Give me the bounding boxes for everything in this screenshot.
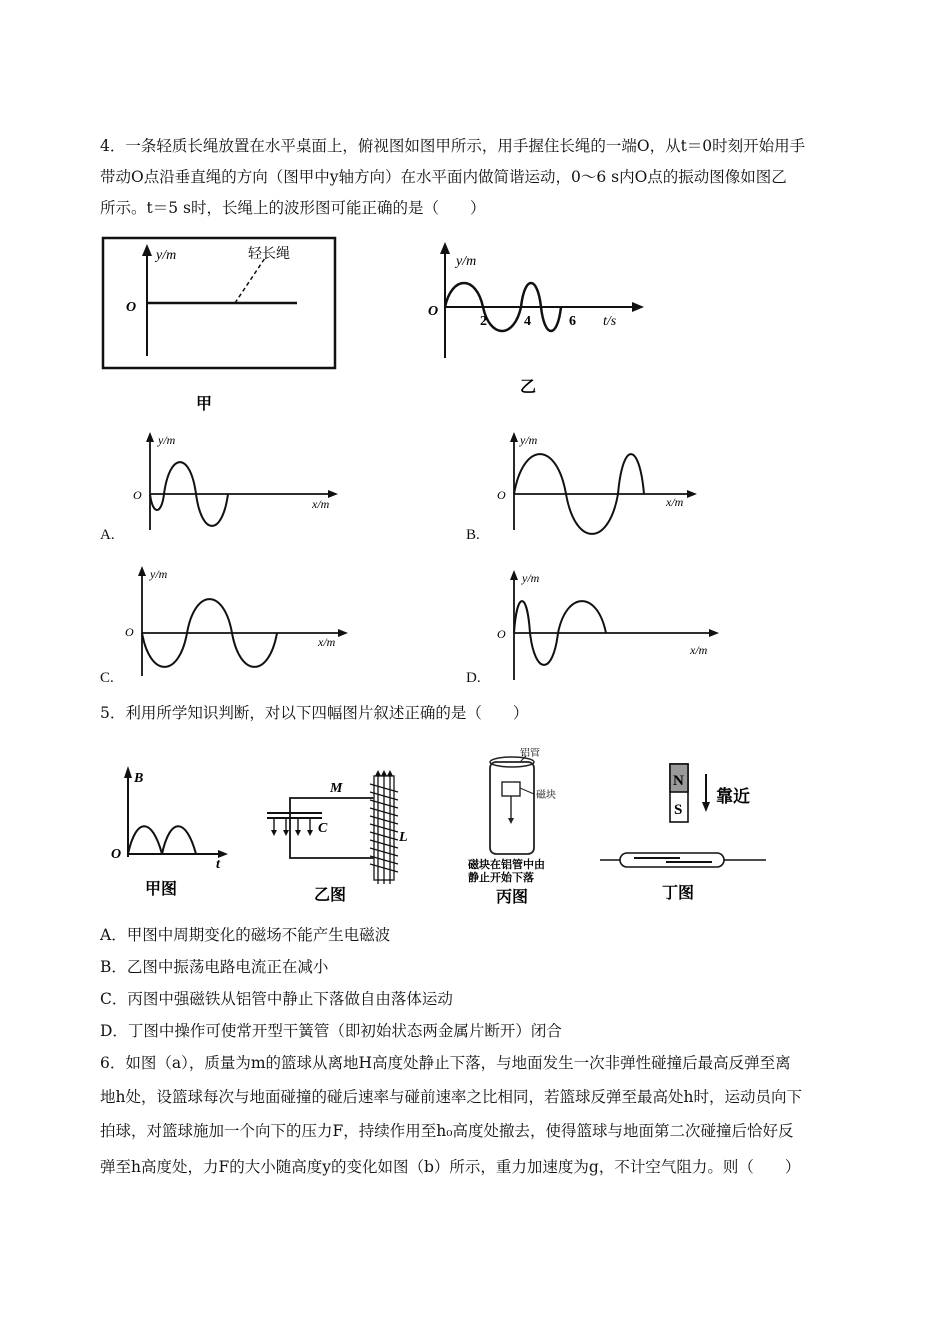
q5-yi-l-label: L (399, 830, 408, 845)
q5-jia-xlabel: t (216, 857, 220, 872)
q4-yi-ylabel: y/m (456, 254, 477, 269)
q4-b-xlabel: x/m (666, 495, 684, 509)
q5-ding-n-label: N (673, 773, 684, 789)
q6-stem-line-3: 拍球，对篮球施加一个向下的压力F，持续作用至h₀高度处撤去，使得篮球与地面第二次碰撞后恰好反 (100, 1122, 794, 1140)
q4-option-d-letter[interactable]: D. (466, 670, 481, 686)
q4-c-origin: O (125, 625, 134, 639)
q5-yi-m-label: M (330, 781, 343, 796)
q5-ding-caption: 丁图 (662, 885, 695, 902)
q4-jia-caption: 甲 (196, 396, 213, 413)
q4-option-c-graph (120, 562, 350, 682)
q4-yi-caption: 乙 (520, 379, 537, 396)
q4-option-a-graph (130, 428, 350, 538)
q4-yi-tick-6: 6 (569, 314, 576, 329)
q4-d-xlabel: x/m (690, 643, 708, 657)
q4-a-ylabel: y/m (158, 433, 176, 447)
q5-bing-note-1: 磁块在铝管中由 (468, 859, 545, 871)
q5-bing-note-2: 静止开始下落 (468, 872, 534, 884)
q5-ding-arrow-label: 靠近 (716, 787, 750, 806)
q4-yi-xlabel: t/s (603, 314, 617, 329)
q5-jia-caption: 甲图 (145, 881, 178, 898)
q4-stem-line-2: 带动O点沿垂直绳的方向（图甲中y轴方向）在水平面内做简谐运动，0～6 s内O点的振动图像如图乙 (100, 168, 787, 186)
q4-b-ylabel: y/m (520, 433, 538, 447)
q5-bing-tube-label: 铝管 (520, 748, 540, 759)
q5-jia-origin: O (111, 847, 122, 862)
q4-jia-rope-label: 轻长绳 (248, 247, 290, 262)
q5-bing-caption: 丙图 (496, 889, 529, 906)
q4-option-b-graph (494, 428, 704, 538)
q4-a-origin: O (133, 488, 142, 502)
q4-d-origin: O (497, 627, 506, 641)
q4-a-xlabel: x/m (312, 497, 330, 511)
q5-jia-curve (128, 826, 196, 854)
q4-option-c-letter[interactable]: C. (100, 670, 114, 686)
q6-stem-line-4: 弹至h高度处，力F的大小随高度y的变化如图（b）所示，重力加速度为g，不计空气阻力。则（ ） (100, 1158, 801, 1176)
q4-option-d-graph (494, 566, 724, 686)
q5-option-a[interactable]: A．甲图中周期变化的磁场不能产生电磁波 (100, 926, 391, 944)
q5-figure-yi (262, 768, 412, 908)
q4-option-a-letter[interactable]: A. (100, 527, 115, 543)
q5-bing-block-label: 磁块 (536, 790, 556, 801)
q5-option-b[interactable]: B．乙图中振荡电路电流正在减小 (100, 958, 329, 976)
q4-c-xlabel: x/m (318, 635, 336, 649)
q4-stem-line-1: 4．一条轻质长绳放置在水平桌面上，俯视图如图甲所示，用手握住长绳的一端O，从t＝0时刻开始用手 (100, 137, 806, 155)
q4-jia-ylabel: y/m (156, 248, 177, 263)
q4-yi-tick-4: 4 (524, 314, 531, 329)
q4-jia-origin: O (126, 300, 137, 315)
q4-b-origin: O (497, 488, 506, 502)
q4-yi-origin: O (428, 304, 439, 319)
q5-stem: 5．利用所学知识判断，对以下四幅图片叙述正确的是（ ） (100, 704, 529, 722)
q6-stem-line-1: 6．如图（a），质量为m的篮球从离地H高度处静止下落，与地面发生一次非弹性碰撞后最高反弹至离 (100, 1054, 791, 1072)
q4-figure-yi (420, 238, 650, 398)
q5-yi-c-label: C (318, 821, 328, 836)
q5-option-d[interactable]: D．丁图中操作可使常开型干簧管（即初始状态两金属片断开）闭合 (100, 1022, 562, 1040)
q4-figure-jia (100, 232, 350, 422)
q4-c-ylabel: y/m (150, 567, 168, 581)
q5-jia-ylabel: B (134, 771, 144, 786)
q5-figure-bing (462, 748, 592, 908)
q4-yi-tick-2: 2 (480, 314, 487, 329)
q4-option-b-letter[interactable]: B. (466, 527, 480, 543)
q5-figure-jia (108, 762, 238, 907)
q5-ding-s-label: S (674, 802, 683, 818)
q4-d-ylabel: y/m (522, 571, 540, 585)
q4-stem-line-3: 所示。t＝5 s时，长绳上的波形图可能正确的是（ ） (100, 199, 486, 217)
q6-stem-line-2: 地h处，设篮球每次与地面碰撞的碰后速率与碰前速率之比相同，若篮球反弹至最高处h时，运动员向下 (100, 1088, 802, 1106)
q5-yi-caption: 乙图 (314, 887, 347, 904)
q5-figure-ding (594, 760, 774, 908)
q5-ding-reed-switch (620, 853, 724, 867)
q5-option-c[interactable]: C．丙图中强磁铁从铝管中静止下落做自由落体运动 (100, 990, 453, 1008)
